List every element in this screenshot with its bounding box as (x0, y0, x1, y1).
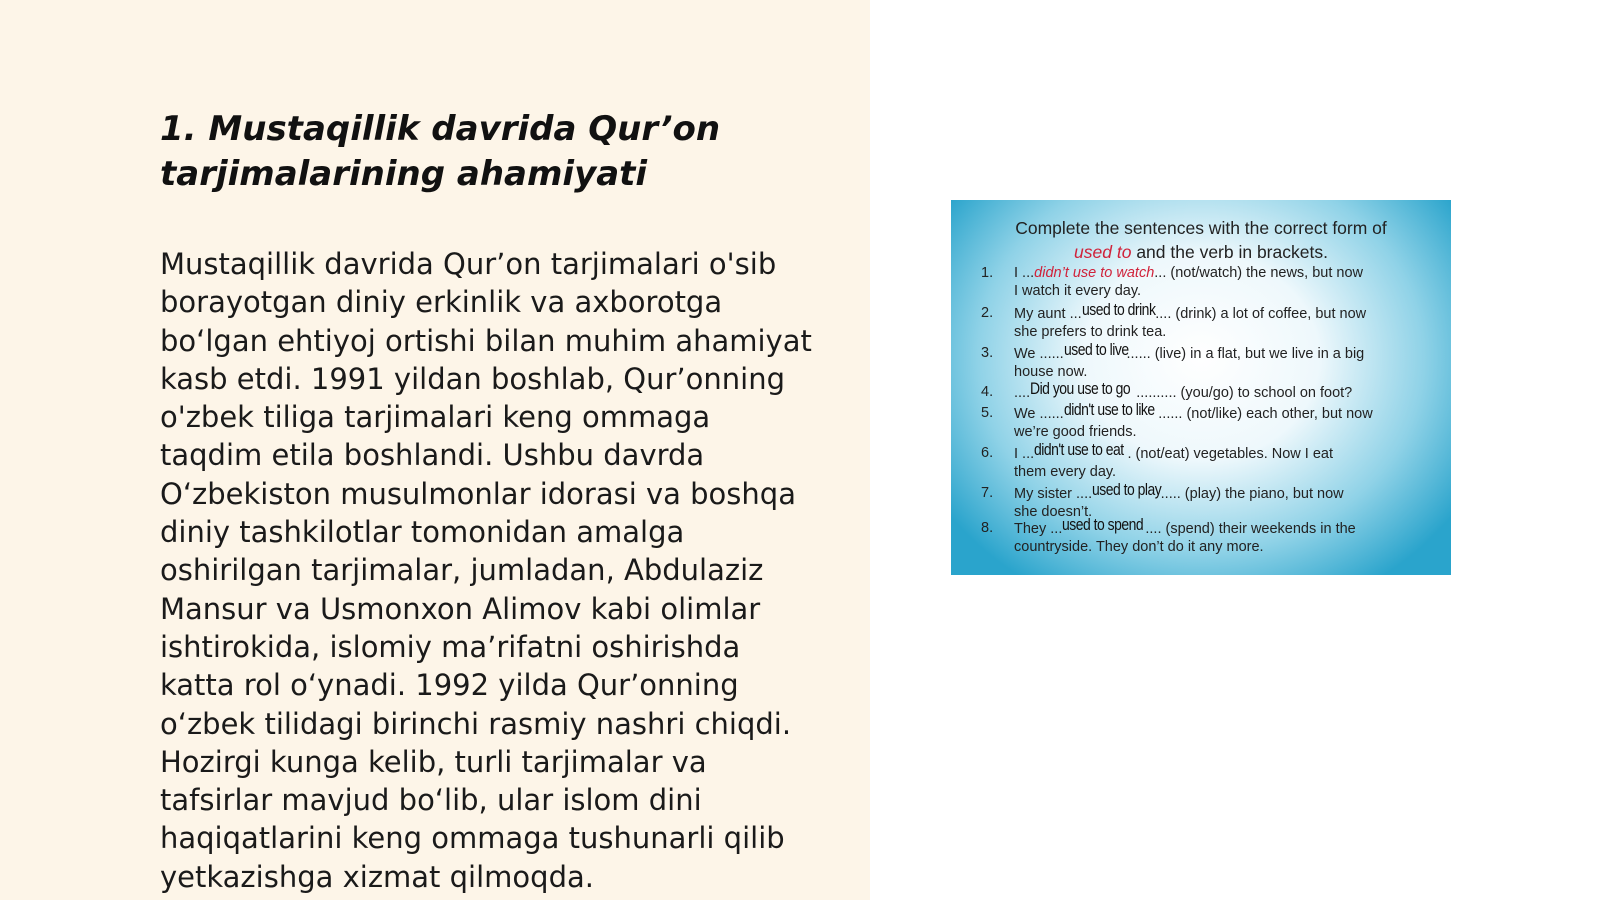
exercise-item-line-2: I watch it every day. (1014, 283, 1142, 299)
exercise-item-line-2: she prefers to drink tea. (1014, 324, 1167, 340)
body-line: ishtirokida, islomiy ma’rifatni oshirishda (160, 629, 741, 664)
body-line: bo‘lgan ehtiyoj ortishi bilan muhim ahamiyat (160, 323, 812, 358)
exercise-item-number: 5. (981, 405, 994, 421)
exercise-item-number: 1. (981, 265, 994, 281)
exercise-item-text (1014, 515, 1434, 556)
exercise-item-prefix: My sister .... (1014, 486, 1093, 502)
body-line: yetkazishga xizmat qilmoqda. (160, 859, 594, 894)
exercise-item-suffix: .... (drink) a lot of coffee, but now (1155, 306, 1367, 322)
body-line: borayotgan diniy erkinlik va axborotga (160, 285, 723, 320)
body-line: kasb etdi. 1991 yildan boshlab, Qur’onning (160, 361, 785, 396)
exercise-item-answer: didn't use to like (1063, 400, 1155, 419)
exercise-item-prefix: We ...... (1014, 346, 1064, 362)
exercise-item-number: 2. (981, 305, 994, 321)
exercise-item-answer: didn't use to eat (1034, 440, 1124, 459)
exercise-item-suffix: ...... (not/like) each other, but now (1158, 406, 1373, 422)
exercise-item-suffix: . (not/eat) vegetables. Now I eat (1127, 446, 1333, 462)
exercise-item-text (1014, 300, 1434, 341)
body-line: tafsirlar mavjud bo‘lib, ular islom dini (160, 783, 702, 818)
exercise-item-prefix: My aunt ... (1014, 306, 1082, 322)
slide-title-line-1: 1. Mustaqillik davrida Qur’on (160, 109, 721, 149)
exercise-item-prefix: I ... (1014, 446, 1035, 462)
exercise-heading (951, 216, 1451, 264)
exercise-item-answer: didn’t use to watch (1034, 265, 1155, 281)
slide-title-line-2: tarjimalarining ahamiyati (160, 154, 648, 194)
body-line: Mustaqillik davrida Qur’on tarjimalari o'sib (160, 247, 777, 281)
exercise-item-line-2: countryside. They don’t do it any more. (1014, 539, 1264, 555)
exercise-item-answer: used to play (1092, 480, 1162, 499)
body-line: o‘zbek tilidagi birinchi rasmiy nashri chiqdi. (160, 706, 792, 741)
exercise-item-answer: Did you use to go (1030, 379, 1131, 398)
exercise-item-suffix: ...... (live) in a flat, but we live in a big (1126, 346, 1365, 362)
exercise-item-prefix: I ... (1014, 265, 1035, 281)
slide-body-text (160, 245, 850, 896)
exercise-item-text (1014, 440, 1434, 481)
body-line: o'zbek tiliga tarjimalari keng ommaga (160, 400, 711, 435)
exercise-item-suffix: ... (not/watch) the news, but now (1154, 265, 1364, 281)
body-line: katta rol o‘ynadi. 1992 yilda Qur’onning (160, 668, 739, 703)
exercise-item-line-2: we’re good friends. (1014, 424, 1137, 440)
exercise-item-prefix: We ...... (1014, 406, 1064, 422)
body-line: O‘zbekiston musulmonlar idorasi va boshqa (160, 476, 796, 511)
exercise-item-suffix: .......... (you/go) to school on foot? (1136, 385, 1353, 401)
exercise-item-number: 3. (981, 345, 994, 361)
exercise-item-text (1014, 264, 1434, 300)
exercise-worksheet-image (951, 200, 1451, 575)
exercise-item-suffix: ..... (play) the piano, but now (1160, 486, 1344, 502)
exercise-heading-line-1: Complete the sentences with the correct form of (1015, 218, 1387, 238)
exercise-item-text (1014, 340, 1434, 381)
exercise-item-line-2: house now. (1014, 364, 1088, 380)
body-line: diniy tashkilotlar tomonidan amalga (160, 515, 685, 550)
body-line: haqiqatlarini keng ommaga tushunarli qilib (160, 821, 785, 856)
exercise-heading-accent: used to (1074, 242, 1132, 262)
exercise-item-answer: used to spend (1062, 515, 1144, 534)
exercise-item-suffix: .... (spend) their weekends in the (1145, 521, 1356, 537)
exercise-item-answer: used to live (1063, 340, 1129, 359)
body-line: oshirilgan tarjimalar, jumladan, Abdulaziz (160, 553, 764, 588)
exercise-item-number: 6. (981, 445, 994, 461)
exercise-item-prefix: They ... (1014, 521, 1063, 537)
exercise-item-prefix: .... (1014, 385, 1031, 401)
exercise-item-number: 4. (981, 384, 994, 400)
exercise-item-number: 7. (981, 485, 994, 501)
exercise-heading-rest: and the verb in brackets. (1131, 242, 1328, 262)
exercise-item-line-2: she doesn’t. (1014, 504, 1093, 520)
body-line: Mansur va Usmonxon Alimov kabi olimlar (160, 591, 761, 626)
exercise-item-answer: used to drink (1081, 300, 1156, 319)
exercise-item-line-2: them every day. (1014, 464, 1117, 480)
slide-title (160, 107, 840, 197)
body-line: taqdim etila boshlandi. Ushbu davrda (160, 438, 705, 473)
body-line: Hozirgi kunga kelib, turli tarjimalar va (160, 744, 707, 779)
exercise-item-number: 8. (981, 520, 994, 536)
exercise-item-text (1014, 400, 1434, 441)
